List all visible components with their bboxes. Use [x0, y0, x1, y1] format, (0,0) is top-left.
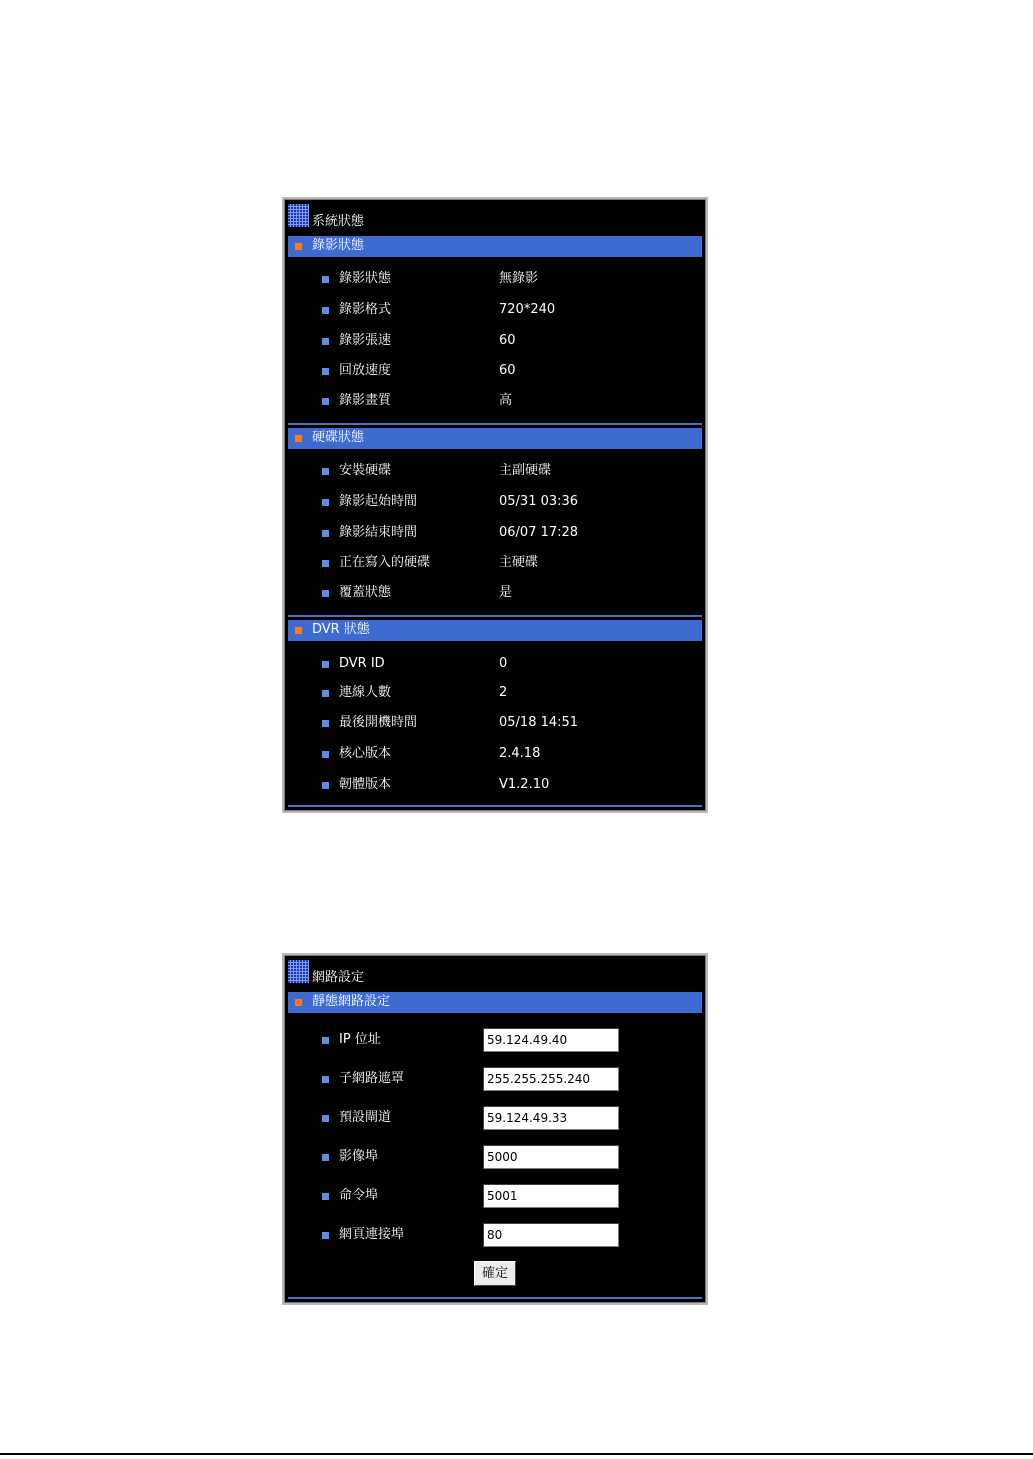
section-label: DVR 狀態 [312, 622, 370, 637]
status-row [284, 332, 706, 352]
panel-header [288, 960, 588, 986]
web-port-input[interactable] [483, 1223, 619, 1247]
bullet-icon [322, 1232, 329, 1239]
bullet-icon [322, 590, 329, 597]
row-value: 2.4.18 [499, 746, 541, 761]
row-label: 錄影起始時間 [339, 494, 418, 509]
section-divider [288, 423, 702, 425]
status-row [284, 392, 706, 412]
grid-icon [288, 204, 309, 227]
section-bullet-icon [295, 999, 302, 1006]
panel-title: 網路設定 [312, 970, 365, 985]
status-row [284, 554, 706, 574]
bullet-icon [322, 368, 329, 375]
row-label: 回放速度 [339, 363, 392, 378]
status-row [284, 270, 706, 290]
ip-address-row [284, 1031, 706, 1051]
section-header-dvr [288, 620, 702, 641]
section-header-recording [288, 236, 702, 257]
bullet-icon [322, 1154, 329, 1161]
system-status-panel [282, 197, 708, 813]
field-label: 影像埠 [339, 1149, 379, 1164]
row-value: 主副硬碟 [499, 463, 552, 478]
row-value: 05/18 14:51 [499, 715, 579, 730]
row-label: 最後開機時間 [339, 715, 418, 730]
subnet-mask-input[interactable] [483, 1067, 619, 1091]
default-gateway-input[interactable] [483, 1106, 619, 1130]
row-value: 0 [499, 656, 508, 671]
field-label: 網頁連接埠 [339, 1227, 405, 1242]
command-port-input[interactable] [483, 1184, 619, 1208]
row-label: 韌體版本 [339, 777, 392, 792]
status-row [284, 493, 706, 513]
subnet-mask-row [284, 1070, 706, 1090]
row-label: 覆蓋狀態 [339, 585, 392, 600]
default-gateway-row [284, 1109, 706, 1129]
bullet-icon [322, 560, 329, 567]
row-value: 60 [499, 333, 516, 348]
field-label: 子網路遮罩 [339, 1071, 405, 1086]
bullet-icon [322, 398, 329, 405]
bullet-icon [322, 751, 329, 758]
row-label: 連線人數 [339, 685, 392, 700]
status-row [284, 684, 706, 704]
row-value: 是 [499, 585, 513, 600]
row-value: 720*240 [499, 302, 556, 317]
row-value: 主硬碟 [499, 555, 539, 570]
status-row [284, 524, 706, 544]
field-label: IP 位址 [339, 1032, 381, 1047]
bullet-icon [322, 1037, 329, 1044]
status-row [284, 584, 706, 604]
video-port-input[interactable] [483, 1145, 619, 1169]
video-port-row [284, 1148, 706, 1168]
field-label: 命令埠 [339, 1188, 379, 1203]
section-divider [288, 615, 702, 617]
status-row [284, 301, 706, 321]
status-row [284, 714, 706, 734]
field-label: 預設閘道 [339, 1110, 392, 1125]
bullet-icon [322, 530, 329, 537]
row-label: 錄影結束時間 [339, 525, 418, 540]
section-label: 錄影狀態 [312, 238, 365, 253]
bullet-icon [322, 690, 329, 697]
bullet-icon [322, 307, 329, 314]
section-header-static-network [288, 992, 702, 1013]
grid-icon [288, 960, 309, 983]
row-label: DVR ID [339, 656, 385, 671]
row-label: 錄影格式 [339, 302, 392, 317]
web-port-row [284, 1226, 706, 1246]
bullet-icon [322, 499, 329, 506]
network-settings-panel [282, 953, 708, 1305]
bullet-icon [322, 468, 329, 475]
bullet-icon [322, 1193, 329, 1200]
bullet-icon [322, 338, 329, 345]
row-label: 錄影狀態 [339, 271, 392, 286]
row-label: 正在寫入的硬碟 [339, 555, 431, 570]
row-value: 06/07 17:28 [499, 525, 579, 540]
panel-header [288, 204, 588, 230]
row-value: V1.2.10 [499, 777, 550, 792]
bullet-icon [322, 276, 329, 283]
row-label: 安裝硬碟 [339, 463, 392, 478]
bullet-icon [322, 1076, 329, 1083]
row-label: 核心版本 [339, 746, 392, 761]
row-value: 05/31 03:36 [499, 494, 579, 509]
row-value: 高 [499, 393, 513, 408]
status-row [284, 462, 706, 482]
status-row [284, 776, 706, 796]
status-row [284, 362, 706, 382]
status-row [284, 745, 706, 765]
row-value: 2 [499, 685, 508, 700]
page-footer-rule [0, 1453, 1033, 1455]
section-bullet-icon [295, 435, 302, 442]
row-value: 60 [499, 363, 516, 378]
bullet-icon [322, 720, 329, 727]
section-label: 靜態網路設定 [312, 994, 391, 1009]
status-row [284, 655, 706, 675]
ip-address-input[interactable] [483, 1028, 619, 1052]
row-value: 無錄影 [499, 271, 539, 286]
bullet-icon [322, 1115, 329, 1122]
command-port-row [284, 1187, 706, 1207]
panel-bottom-border [288, 1297, 702, 1299]
panel-bottom-border [288, 805, 702, 807]
bullet-icon [322, 661, 329, 668]
row-label: 錄影畫質 [339, 393, 392, 408]
section-bullet-icon [295, 627, 302, 634]
confirm-button[interactable]: 確定 [474, 1261, 516, 1286]
section-header-disk [288, 428, 702, 449]
section-label: 硬碟狀態 [312, 430, 365, 445]
row-label: 錄影張速 [339, 333, 392, 348]
section-bullet-icon [295, 243, 302, 250]
panel-title: 系統狀態 [312, 214, 365, 229]
bullet-icon [322, 782, 329, 789]
